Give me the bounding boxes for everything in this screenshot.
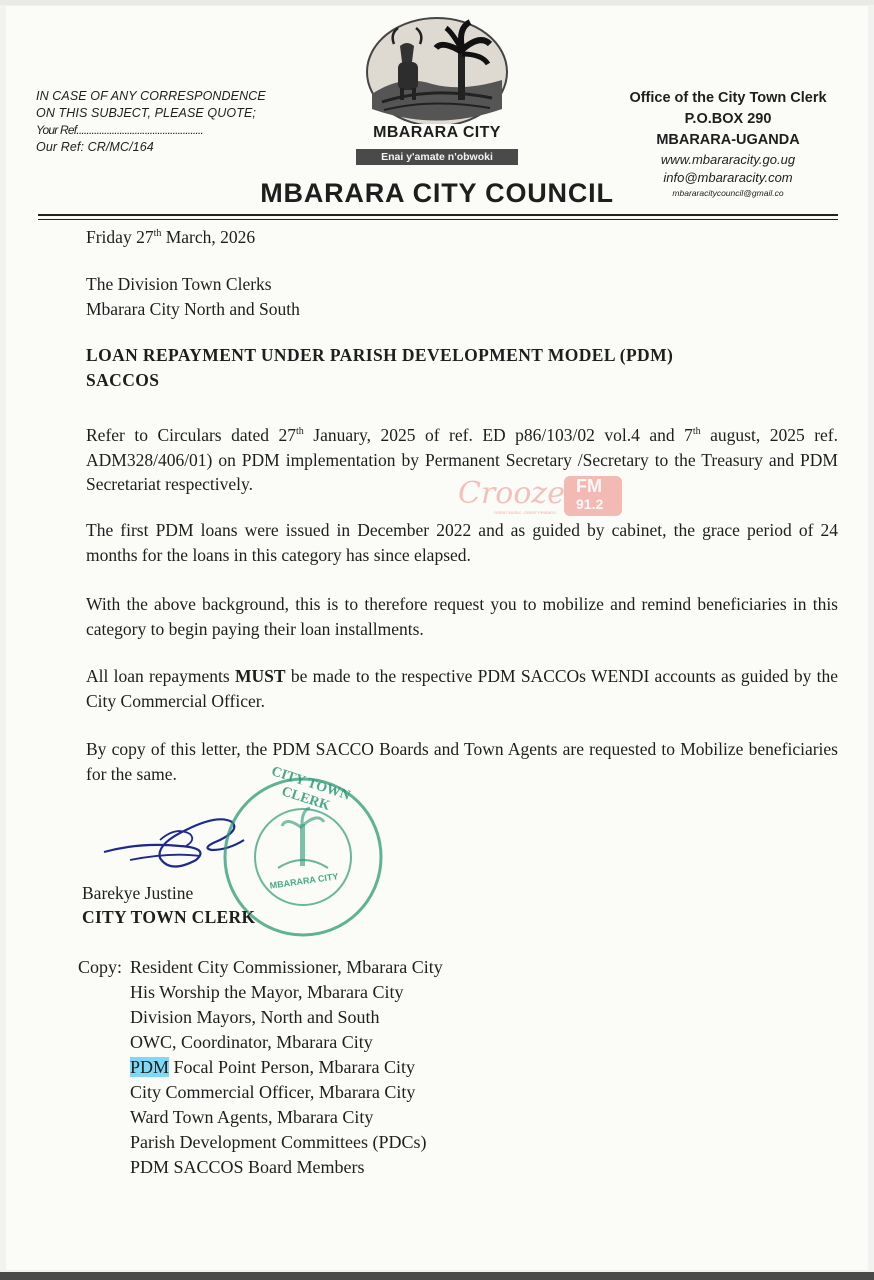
office-website: www.mbararacity.go.ug <box>660 152 796 167</box>
correspondence-line: IN CASE OF ANY CORRESPONDENCE <box>36 89 266 103</box>
paragraph-5: By copy of this letter, the PDM SACCO Boards and Town Agents are requested to Mobilize beneficiaries for the same. <box>86 739 838 784</box>
top-strip <box>0 0 874 5</box>
correspondence-line: ON THIS SUBJECT, PLEASE QUOTE; <box>36 106 256 120</box>
signatory-name: Barekye Justine <box>82 883 194 903</box>
copy-recipient: OWC, Coordinator, Mbarara City <box>130 1032 373 1052</box>
text-highlight: PDM <box>130 1057 170 1077</box>
council-title: MBARARA CITY COUNCIL <box>260 178 614 208</box>
your-ref-line: Your Ref.................................................. <box>36 123 203 137</box>
city-logo <box>362 14 512 169</box>
paragraph-2: The first PDM loans were issued in December 2022 and as guided by cabinet, the grace period of 24 months for the loans in this category has since elapsed. <box>86 520 838 565</box>
radio-watermark <box>458 474 624 518</box>
watermark-fm: FM <box>576 476 602 496</box>
paragraph-1: Refer to Circulars dated 27th January, 2025 of ref. ED p86/103/02 vol.4 and 7th august, 2025 ref. ADM328/406/01) on PDM implementation by Permanent Secretary /Secretary to the Treasury and PDM Secretariat respectively. <box>86 425 838 494</box>
copy-recipient: City Commercial Officer, Mbarara City <box>130 1082 416 1102</box>
header-divider <box>38 214 838 216</box>
office-line: Office of the City Town Clerk <box>629 90 827 106</box>
copy-recipient: Ward Town Agents, Mbarara City <box>130 1107 374 1127</box>
signatory-title: CITY TOWN CLERK <box>82 907 256 927</box>
letter-subject: LOAN REPAYMENT UNDER PARISH DEVELOPMENT MODEL (PDM) SACCOS <box>86 345 674 390</box>
paragraph-4: All loan repayments MUST be made to the respective PDM SACCOs WENDI accounts as guided by the City Commercial Officer. <box>86 666 838 711</box>
office-email: info@mbararacity.com <box>663 170 793 185</box>
copy-list <box>130 955 443 1180</box>
stamp-center-text: MBARARA CITY <box>269 871 339 891</box>
copy-recipient: Division Mayors, North and South <box>130 1007 380 1027</box>
our-ref-line: Our Ref: CR/MC/164 <box>36 140 154 154</box>
watermark-brand: Crooze <box>458 476 565 511</box>
paragraph-3: With the above background, this is to therefore request you to mobilize and remind beneficiaries in this category to begin paying their loan installments. <box>86 594 838 639</box>
city-emblem-icon <box>362 14 512 124</box>
office-pobox: P.O.BOX 290 <box>684 111 772 127</box>
recipient-line: Mbarara City North and South <box>86 298 300 319</box>
logo-name: MBARARA CITY <box>373 124 501 141</box>
bottom-bar <box>0 1272 874 1280</box>
copy-recipient: PDM SACCOS Board Members <box>130 1157 365 1177</box>
header-divider-thin <box>38 219 838 220</box>
office-gmail: mbararacitycouncil@gmail.co <box>672 188 784 198</box>
recipient-block <box>86 272 300 321</box>
copy-recipient: Resident City Commissioner, Mbarara City <box>130 957 443 977</box>
letter-date: Friday 27th March, 2026 <box>86 227 256 247</box>
copy-recipient: Parish Development Committees (PDCs) <box>130 1132 427 1152</box>
copy-recipient-highlighted: PDM Focal Point Person, Mbarara City <box>130 1057 415 1077</box>
office-country: MBARARA-UGANDA <box>656 132 800 148</box>
logo-motto: Enai y'amate n'obwoki <box>356 149 518 165</box>
stamp-top-text: CITY TOWN CLERK <box>269 764 352 814</box>
copy-recipient: His Worship the Mayor, Mbarara City <box>130 982 404 1002</box>
watermark-tagline: GREAT MUSIC. GREAT FRIENDS. <box>494 510 557 515</box>
correspondence-block <box>36 86 306 157</box>
recipient-line: The Division Town Clerks <box>86 274 272 294</box>
copy-label: Copy: <box>78 957 123 977</box>
watermark-freq: 91.2 <box>576 496 604 512</box>
